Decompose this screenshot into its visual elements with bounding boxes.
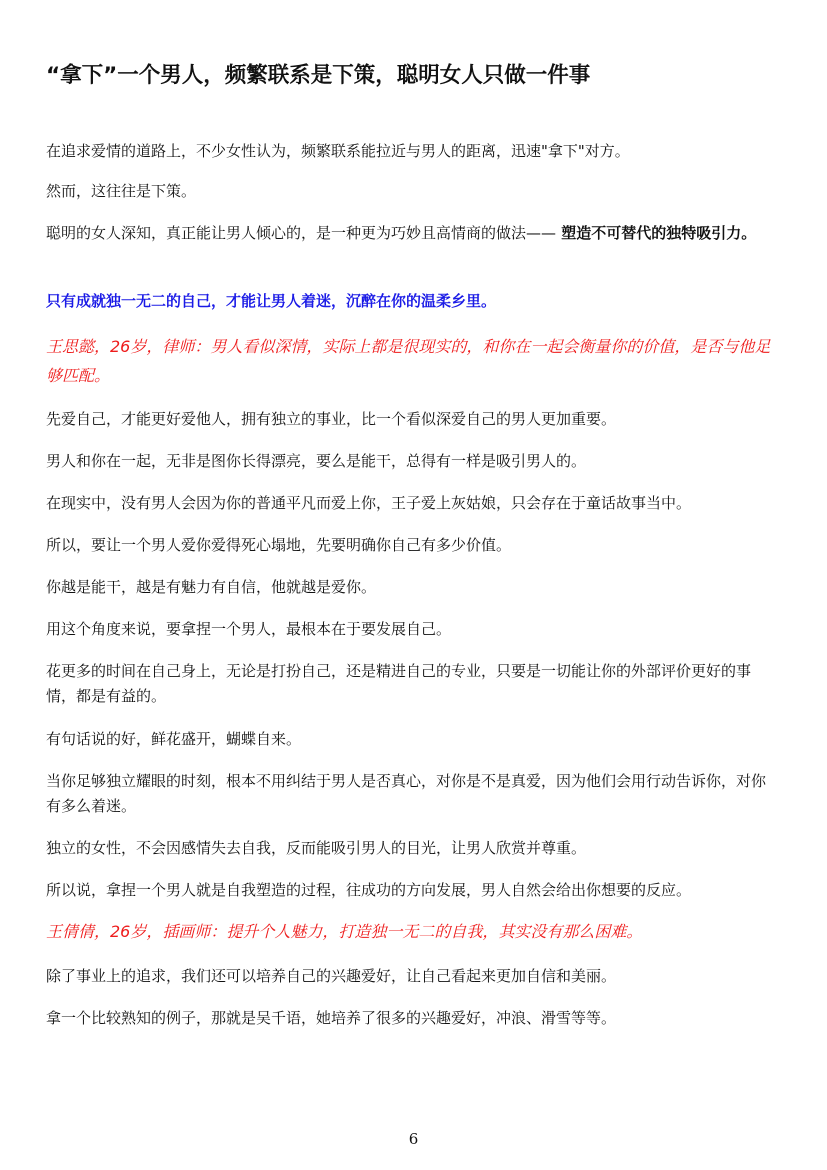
paragraph-3 (46, 221, 776, 246)
paragraph-10: 你越是能干，越是有魅力有自信，他就越是爱你。 (46, 578, 377, 596)
paragraph-16: 所以说，拿捏一个男人就是自我塑造的过程，往成功的方向发展，男人自然会给出你想要的反应。 (46, 881, 692, 899)
paragraph-8: 在现实中，没有男人会因为你的普通平凡而爱上你，王子爱上灰姑娘，只会存在于童话故事当中。 (46, 494, 692, 512)
paragraph-6: 先爱自己，才能更好爱他人，拥有独立的事业，比一个看似深爱自己的男人更加重要。 (46, 410, 617, 428)
highlight-statement: 只有成就独一无二的自己，才能让男人着迷，沉醉在你的温柔乡里。 (46, 292, 497, 310)
paragraph-14: 当你足够独立耀眼的时刻，根本不用纠结于男人是否真心，对你是不是真爱，因为他们会用行动告诉你，对你有多么着迷。 (46, 772, 767, 815)
paragraph-18: 除了事业上的追求，我们还可以培养自己的兴趣爱好，让自己看起来更加自信和美丽。 (46, 967, 617, 985)
paragraph-3-normal: 聪明的女人深知，真正能让男人倾心的，是一种更为巧妙且高情商的做法—— (46, 224, 557, 242)
quote-wang-qianqian: 王倩倩，26岁，插画师：提升个人魅力，打造独一无二的自我，其实没有那么困难。 (46, 922, 643, 941)
paragraph-2: 然而，这往往是下策。 (46, 182, 197, 200)
paragraph-1: 在追求爱情的道路上，不少女性认为，频繁联系能拉近与男人的距离，迅速"拿下"对方。 (46, 142, 630, 160)
paragraph-9: 所以，要让一个男人爱你爱得死心塌地，先要明确你自己有多少价值。 (46, 536, 512, 554)
paragraph-15: 独立的女性，不会因感情失去自我，反而能吸引男人的目光，让男人欣赏并尊重。 (46, 839, 587, 857)
paragraph-12: 花更多的时间在自己身上，无论是打扮自己，还是精进自己的专业，只要是一切能让你的外部评价更好的事情，都是有益的。 (46, 662, 752, 705)
paragraph-11: 用这个角度来说，要拿捏一个男人，最根本在于要发展自己。 (46, 620, 452, 638)
paragraph-3-bold: 塑造不可替代的独特吸引力。 (556, 224, 757, 242)
page-number: 6 (408, 1130, 419, 1148)
paragraph-13: 有句话说的好，鲜花盛开，蝴蝶自来。 (46, 730, 302, 748)
paragraph-7: 男人和你在一起，无非是图你长得漂亮，要么是能干，总得有一样是吸引男人的。 (46, 452, 587, 470)
quote-wang-siyi: 王思懿，26岁，律师：男人看似深情，实际上都是很现实的，和你在一起会衡量你的价值，是否与他足够匹配。 (46, 337, 771, 385)
paragraph-19: 拿一个比较熟知的例子，那就是吴千语，她培养了很多的兴趣爱好，冲浪、滑雪等等。 (46, 1009, 617, 1027)
article-title: “拿下”一个男人，频繁联系是下策，聪明女人只做一件事 (46, 63, 591, 88)
